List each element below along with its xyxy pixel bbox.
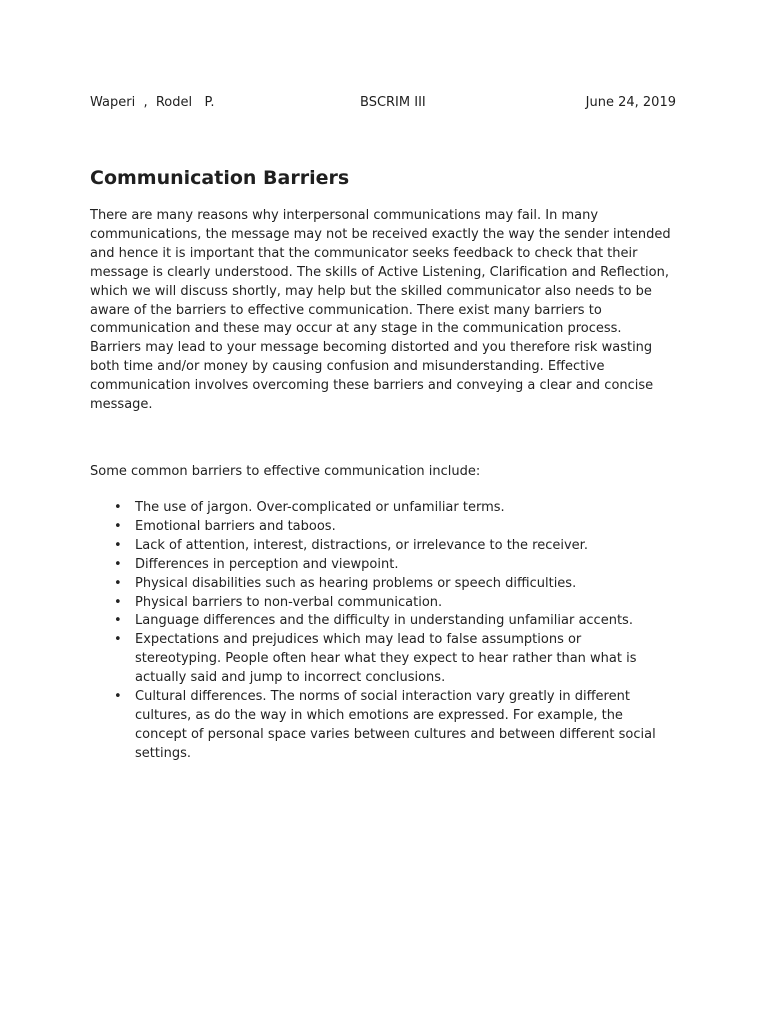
list-item [90,631,690,688]
list-item-text: Physical barriers to non-verbal communication. [135,594,443,610]
document-header [90,93,676,113]
list-lead-sentence: Some common barriers to effective communication include: [90,464,481,479]
intro-line: aware of the barriers to effective communication. There exist many barriers to [90,302,602,318]
document-date: June 24, 2019 [585,95,676,110]
list-item-text: concept of personal space varies between cultures and between different social [135,726,656,742]
intro-line: communication and these may occur at any stage in the communication process. [90,321,622,337]
list-item [90,612,690,631]
list-item-text: Physical disabilities such as hearing problems or speech difficulties. [135,575,577,591]
intro-paragraph [90,207,690,415]
list-item-text: The use of jargon. Over-complicated or unfamiliar terms. [135,500,505,515]
list-item-text: stereotyping. People often hear what they expect to hear rather than what is [135,651,637,667]
bullet-icon: • [114,594,122,610]
intro-line: message. [90,397,153,413]
bullet-icon: • [114,689,122,705]
intro-line: and hence it is important that the communicator seeks feedback to check that their [90,245,638,261]
document-title: Communication Barriers [90,167,350,189]
bullet-icon: • [114,575,122,591]
list-item [90,688,690,764]
intro-line: message is clearly understood. The skills of Active Listening, Clarification and Reflection, [90,264,669,280]
list-item [90,518,690,537]
list-item-text: cultures, as do the way in which emotions are expressed. For example, the [135,707,623,723]
list-item-text: Emotional barriers and taboos. [135,518,336,534]
author-name: Waperi , Rodel P. [90,95,215,110]
intro-line: Barriers may lead to your message becoming distorted and you therefore risk wasting [90,340,653,356]
bullet-icon: • [114,518,122,534]
intro-line: There are many reasons why interpersonal communications may fail. In many [90,208,599,223]
bullet-icon: • [114,632,122,648]
intro-line: which we will discuss shortly, may help but the skilled communicator also needs to be [90,283,652,299]
list-item-text: Differences in perception and viewpoint. [135,556,399,572]
bullet-icon: • [114,613,122,629]
list-item-text: Lack of attention, interest, distractions, or irrelevance to the receiver. [135,537,588,553]
list-item [90,594,690,613]
list-item-text: Cultural differences. The norms of social interaction vary greatly in different [135,689,630,705]
list-item-text: Expectations and prejudices which may lead to false assumptions or [135,632,582,648]
list-item-text: actually said and jump to incorrect conclusions. [135,670,446,686]
list-item [90,556,690,575]
list-item [90,537,690,556]
list-item-text: settings. [135,745,191,761]
bullet-icon: • [114,556,122,572]
list-item [90,575,690,594]
barrier-list [90,499,690,764]
intro-line: communication involves overcoming these barriers and conveying a clear and concise [90,378,654,394]
intro-line: both time and/or money by causing confusion and misunderstanding. Effective [90,359,605,375]
bullet-icon: • [114,500,122,515]
list-item-text: Language differences and the difficulty in understanding unfamiliar accents. [135,613,633,629]
course-label: BSCRIM III [360,95,426,110]
list-item [90,499,690,518]
bullet-icon: • [114,537,122,553]
intro-line: communications, the message may not be received exactly the way the sender intended [90,226,671,242]
